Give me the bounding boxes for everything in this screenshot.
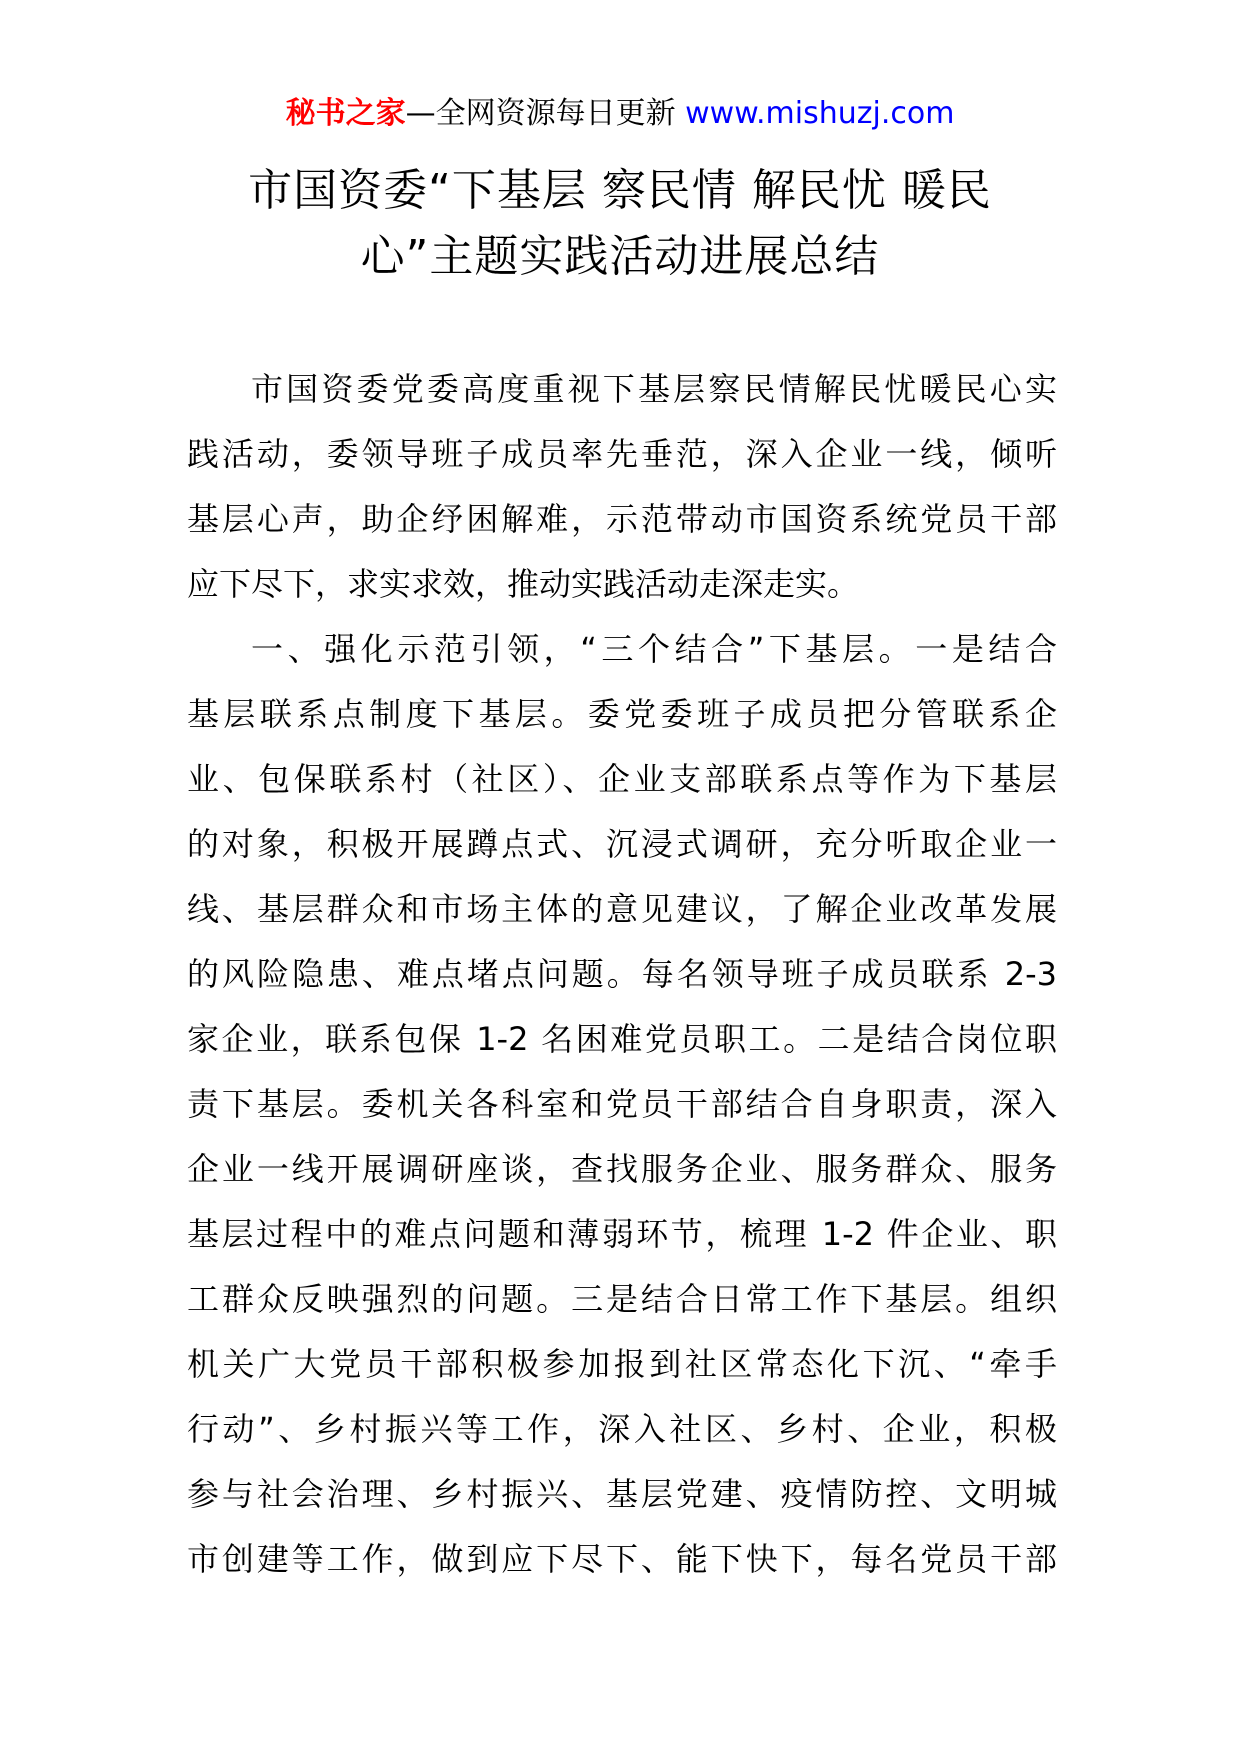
title-line-1: 市国资委“下基层 察民情 解民忧 暖民 [248,165,992,216]
header-tagline: —全网资源每日更新 [405,96,686,131]
body-line: 机关广大党员干部积极参加报到社区常态化下沉、“牵手 [187,1345,1057,1383]
body-line: 基层过程中的难点问题和薄弱环节，梳理 1-2 件企业、职 [187,1215,1057,1253]
body-line: 市创建等工作，做到应下尽下、能下快下，每名党员干部 [187,1540,1057,1578]
body-line: 线、基层群众和市场主体的意见建议，了解企业改革发展 [187,890,1057,928]
body-line: 参与社会治理、乡村振兴、基层党建、疫情防控、文明城 [187,1475,1057,1513]
body-line: 行动”、乡村振兴等工作，深入社区、乡村、企业，积极 [187,1410,1057,1448]
body-line: 市国资委党委高度重视下基层察民情解民忧暖民心实 [251,370,1057,408]
body-line: 家企业，联系包保 1-2 名困难党员职工。二是结合岗位职 [187,1020,1057,1058]
body-line: 企业一线开展调研座谈，查找服务企业、服务群众、服务 [187,1150,1057,1188]
body-line: 的对象，积极开展蹲点式、沉浸式调研，充分听取企业一 [187,825,1057,863]
body-line: 应下尽下，求实求效，推动实践活动走深走实。 [187,565,860,603]
site-header [0,92,1240,136]
site-url-link[interactable]: www.mishuzj.com [685,96,955,131]
body-line: 工群众反映强烈的问题。三是结合日常工作下基层。组织 [187,1280,1057,1318]
document-body [187,357,1057,1592]
brand-name: 秘书之家 [285,96,406,131]
body-line: 的风险隐患、难点堵点问题。每名领导班子成员联系 2-3 [187,955,1057,993]
body-line: 基层联系点制度下基层。委党委班子成员把分管联系企 [187,695,1057,733]
body-line: 责下基层。委机关各科室和党员干部结合自身职责，深入 [187,1085,1057,1123]
body-line: 业、包保联系村（社区）、企业支部联系点等作为下基层 [187,760,1057,798]
document-title [180,158,1060,290]
body-line: 践活动，委领导班子成员率先垂范，深入企业一线，倾听 [187,435,1057,473]
title-line-2: 心”主题实践活动进展总结 [360,231,880,282]
body-line: 一、强化示范引领，“三个结合”下基层。一是结合 [251,630,1057,668]
body-line: 基层心声，助企纾困解难，示范带动市国资系统党员干部 [187,500,1057,538]
